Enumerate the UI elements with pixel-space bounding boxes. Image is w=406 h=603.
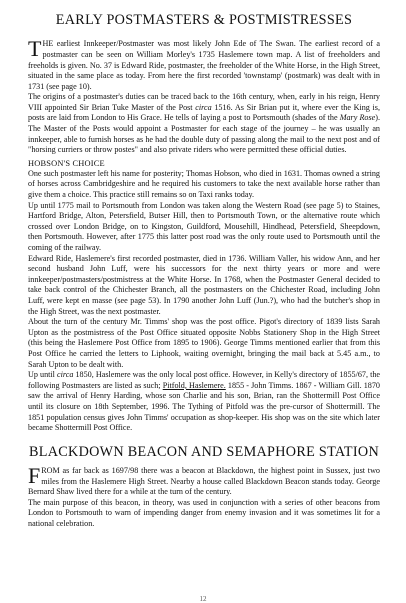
drop-cap: T (28, 36, 42, 62)
paragraph (28, 317, 380, 370)
paragraph (28, 370, 380, 434)
italic-text: Mary Rose (339, 113, 376, 123)
text-run: 1850, Haslemere was the only local post office. However, in Kelly's directory of 1855/67, the following Postmasters are listed as such; (28, 370, 380, 390)
page-number: 12 (199, 595, 207, 603)
text-run: Up until (28, 370, 57, 380)
paragraph (28, 169, 380, 201)
drop-cap: F (28, 463, 41, 489)
italic-text: circa (57, 370, 74, 380)
section-body-early-postmasters (28, 36, 381, 156)
paragraph (28, 92, 380, 156)
text-run: One such postmaster left his name for posterity; Thomas Hobson, who died in 1631. Thomas owned a string of horses across Cambridgeshire and he required his customers to take the next available horse rather than give them a choice. This practice still remains so on Taxi ranks today. (28, 168, 380, 200)
text-run: 1855 - John Timms. 1867 - William Gill. 1870 saw the arrival of Henry Harding, whose son Charlie and his son, Brian, ran the Shottermill Post Office until its closure on 18th September, 1996. The Tything of Pitfold was the pre-cursor of Shottermill. The 1851 population census gives John Timms' occupation as shop-keeper. His shop was on the site which later became Shottermill Post Office. (28, 380, 380, 433)
section-body-blackdown-beacon (28, 463, 380, 530)
paragraph (28, 36, 380, 92)
subsection-title-hobsons-choice: HOBSON'S CHOICE (28, 158, 105, 168)
section-body-hobsons-choice (28, 169, 380, 434)
section-title-early-postmasters: EARLY POSTMASTERS & POSTMISTRESSES (55, 12, 353, 28)
underlined-text: Pitfold, Haslemere. (162, 380, 226, 390)
text-run: The origins of a postmaster's duties can be traced back to the 16th century, when, early in his reign, Henry VIII appointed Sir Brian Tuke Master of the Post (28, 92, 380, 112)
text-run: Edward Ride, Haslemere's first recorded postmaster, died in 1736. William Valler, his widow Ann, and her second husband John Luff, were his successors for the next thirty years or more and were innkeeper/postmasters/postmistress at the White Horse. In 1768, when the Postmaster General decided to take back control of the Chichester Branch, all the postmasters on the Chichester Road, including John Luff, were kept en masse (see page 53). In 1790 another John Luff (Jun.?), who had the butcher's shop in the High Street, was the next postmaster. (28, 253, 380, 316)
italic-text: circa (195, 102, 212, 112)
paragraph (28, 201, 380, 254)
text-run: Up until 1775 mail to Portsmouth from London was taken along the Western Road (see page 5) to Staines, Hartford Bridge, Alton, Petersfield, Butser Hill, then to Portsmouth Town, or the alternative route which crossed over London Bridge, on to Kingston, Guildford, Mousehill, Hindhead, Petersfield, Sheepdown, then Portsmouth. However, after 1775 this latter post road was the only route used to Portsmouth until the coming of the railway. (28, 200, 380, 253)
text-run: ). The Master of the Posts would appoint a Postmaster for each stage of the journey – he was usually an innkeeper, able to furnish horses as he had the double duty of passing along the mail to the next post and of "horsing curriers or throw postes" and also private riders who were permitted these official duties. (28, 113, 380, 155)
paragraph (28, 463, 380, 498)
text-run: ROM as far back as 1697/98 there was a beacon at Blackdown, the highest point in Sussex, just two miles from the Haslemere High Street. Nearby a house called Blackdown Beacon stands today. George Bernard Shaw lived there for a while at the turn of the century. (28, 466, 380, 497)
text-run: The main purpose of this beacon, in theory, was used in conjunction with a series of other beacons from London to Portsmouth to warn of impending danger from enemy invasion and it was sometimes lit for a national celebration. (28, 497, 380, 528)
text-run: About the turn of the century Mr. Timms' shop was the post office. Pigot's directory of 1839 lists Sarah Upton as the postmistress of the Post Office situated opposite Nobbs Stationery Shop in the High Street (this being the Haslemere Post Office from 1895 to 1906). George Timms mentioned earlier that from this Post Office he carried the letters to Liphook, waiting overnight, bringing the mail back at 5.45 a.m., to Sarah Upton to be dealt with. (28, 317, 380, 369)
text-run: 1516. As Sir Brian put it, where ever the King is, posts are laid from London to His Grace. He tells of laying a post to Portsmouth (shades of the (28, 102, 381, 123)
section-title-blackdown-beacon: BLACKDOWN BEACON AND SEMAPHORE STATION (29, 443, 379, 460)
text-run: HE earliest Innkeeper/Postmaster was most likely John Ede of The Swan. The earliest record of a postmaster can be seen on William Morley's 1735 Haslemere town map. A list of freeholders and freeholds is given. No. 37 is Edward Ride, postmaster, the freeholder of the White Horse, in the High Street, situated in the same place as today. From here the first recorded 'townstamp' (postmark) was dealt with in 1731 (see page 10). (28, 39, 380, 91)
paragraph (28, 498, 380, 530)
paragraph (28, 254, 380, 318)
